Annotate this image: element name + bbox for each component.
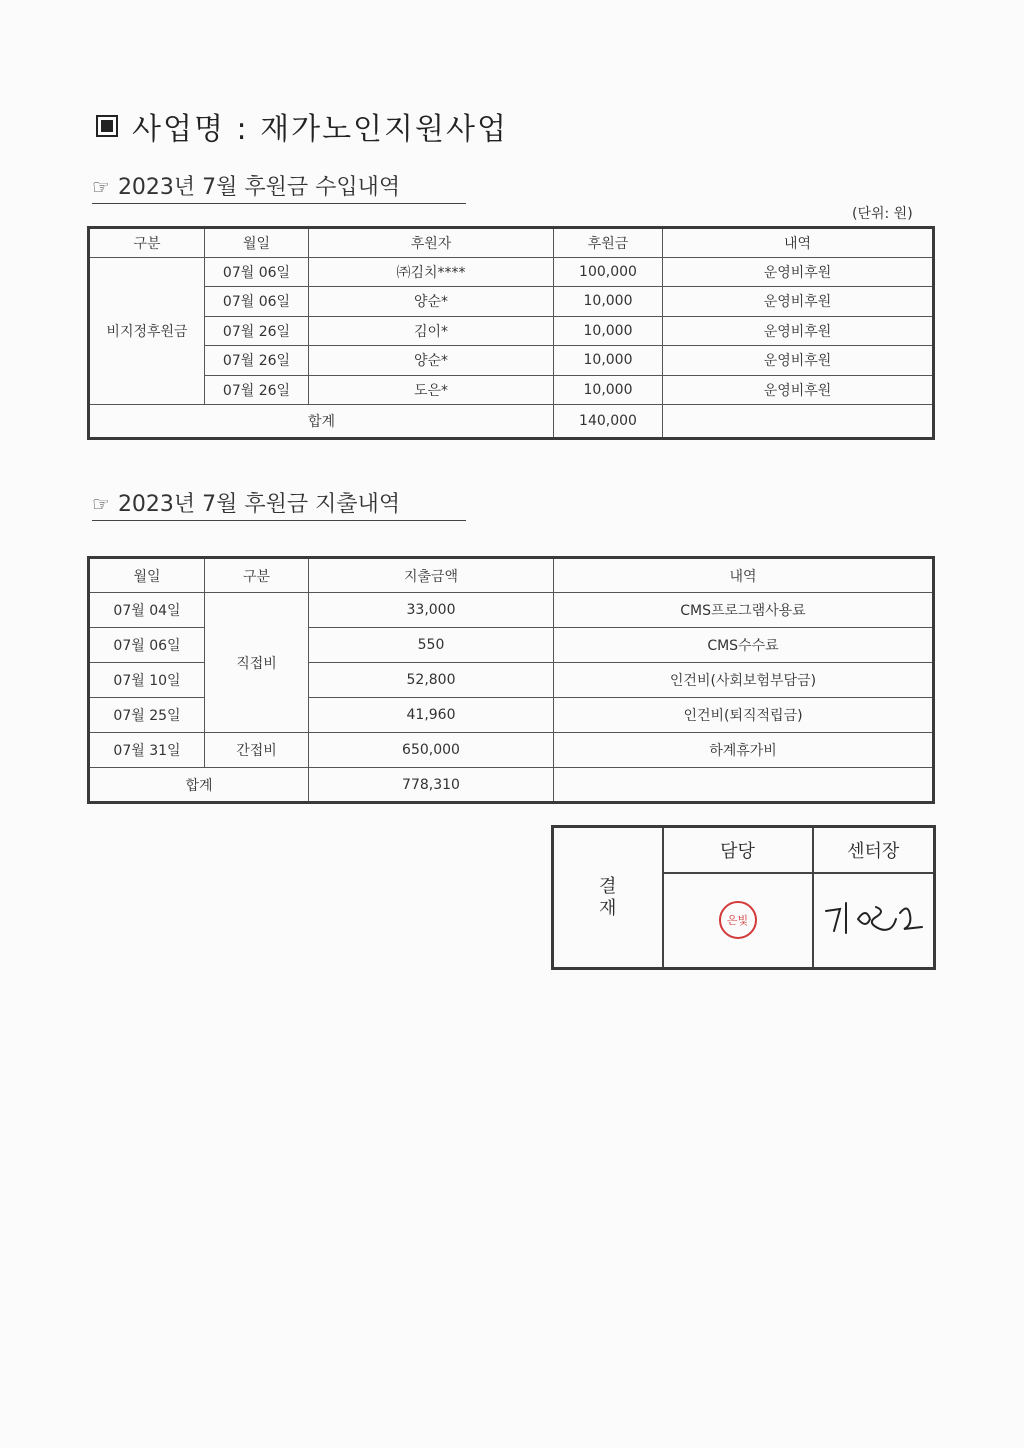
amount-cell: 100,000	[554, 257, 663, 287]
donor-cell: ㈜김치****	[309, 257, 554, 287]
table-row	[89, 733, 934, 768]
amount-cell: 41,960	[309, 698, 554, 733]
pointing-hand-icon: ☞	[92, 492, 110, 516]
amount-cell: 52,800	[309, 663, 554, 698]
amount-cell: 10,000	[554, 287, 663, 317]
total-detail	[663, 405, 934, 439]
signature	[818, 893, 928, 943]
amount-cell: 10,000	[554, 375, 663, 405]
red-seal-stamp: 은빛	[719, 901, 757, 939]
detail-cell: 운영비후원	[663, 346, 934, 376]
header-cell: 후원금	[554, 228, 663, 258]
detail-cell: CMS프로그램사용료	[554, 593, 934, 628]
detail-cell: CMS수수료	[554, 628, 934, 663]
date-cell: 07월 04일	[89, 593, 205, 628]
category-cell: 직접비	[205, 593, 309, 733]
total-row	[89, 405, 934, 439]
approval-label: 결 재	[553, 827, 663, 969]
table-row	[89, 346, 934, 376]
date-cell: 07월 31일	[89, 733, 205, 768]
header-cell: 내역	[663, 228, 934, 258]
unit-note: (단위: 원)	[852, 206, 913, 222]
category-cell: 간접비	[205, 733, 309, 768]
date-cell: 07월 25일	[89, 698, 205, 733]
header-cell: 후원자	[309, 228, 554, 258]
header-cell: 월일	[205, 228, 309, 258]
income-heading: ☞ 2023년 7월 후원금 수입내역	[92, 170, 466, 204]
header-cell: 구분	[205, 558, 309, 593]
date-cell: 07월 10일	[89, 663, 205, 698]
detail-cell: 운영비후원	[663, 316, 934, 346]
total-detail	[554, 768, 934, 803]
amount-cell: 650,000	[309, 733, 554, 768]
total-label: 합계	[89, 768, 309, 803]
square-bullet-icon	[96, 115, 118, 137]
pointing-hand-icon: ☞	[92, 175, 110, 199]
detail-cell: 인건비(퇴직적립금)	[554, 698, 934, 733]
total-amount: 778,310	[309, 768, 554, 803]
donor-cell: 양순*	[309, 346, 554, 376]
header-cell: 월일	[89, 558, 205, 593]
approval-box	[551, 825, 936, 970]
header-cell: 구분	[89, 228, 205, 258]
detail-cell: 인건비(사회보험부담금)	[554, 663, 934, 698]
expense-heading: ☞ 2023년 7월 후원금 지출내역	[92, 487, 466, 521]
table-row	[89, 316, 934, 346]
director-signature-cell	[813, 873, 935, 969]
table-row	[89, 287, 934, 317]
detail-cell: 운영비후원	[663, 257, 934, 287]
donor-cell: 양순*	[309, 287, 554, 317]
total-row	[89, 768, 934, 803]
amount-cell: 550	[309, 628, 554, 663]
table-header-row	[89, 228, 934, 258]
date-cell: 07월 26일	[205, 316, 309, 346]
amount-cell: 10,000	[554, 316, 663, 346]
approval-col-manager: 담당	[663, 827, 813, 873]
detail-cell: 하계휴가비	[554, 733, 934, 768]
date-cell: 07월 06일	[205, 257, 309, 287]
amount-cell: 10,000	[554, 346, 663, 376]
table-header-row	[89, 558, 934, 593]
detail-cell: 운영비후원	[663, 375, 934, 405]
title-text: 사업명 : 재가노인지원사업	[132, 112, 508, 147]
income-table	[87, 226, 935, 440]
total-label: 합계	[89, 405, 554, 439]
expense-table	[87, 556, 935, 804]
table-row	[89, 257, 934, 287]
total-amount: 140,000	[554, 405, 663, 439]
manager-seal-cell	[663, 873, 813, 969]
date-cell: 07월 06일	[205, 287, 309, 317]
donor-cell: 김이*	[309, 316, 554, 346]
header-cell: 지출금액	[309, 558, 554, 593]
donor-cell: 도은*	[309, 375, 554, 405]
approval-col-director: 센터장	[813, 827, 935, 873]
date-cell: 07월 26일	[205, 346, 309, 376]
amount-cell: 33,000	[309, 593, 554, 628]
page-title	[96, 104, 508, 148]
detail-cell: 운영비후원	[663, 287, 934, 317]
date-cell: 07월 26일	[205, 375, 309, 405]
date-cell: 07월 06일	[89, 628, 205, 663]
header-cell: 내역	[554, 558, 934, 593]
table-row	[89, 593, 934, 628]
table-row	[89, 375, 934, 405]
category-cell: 비지정후원금	[89, 257, 205, 405]
